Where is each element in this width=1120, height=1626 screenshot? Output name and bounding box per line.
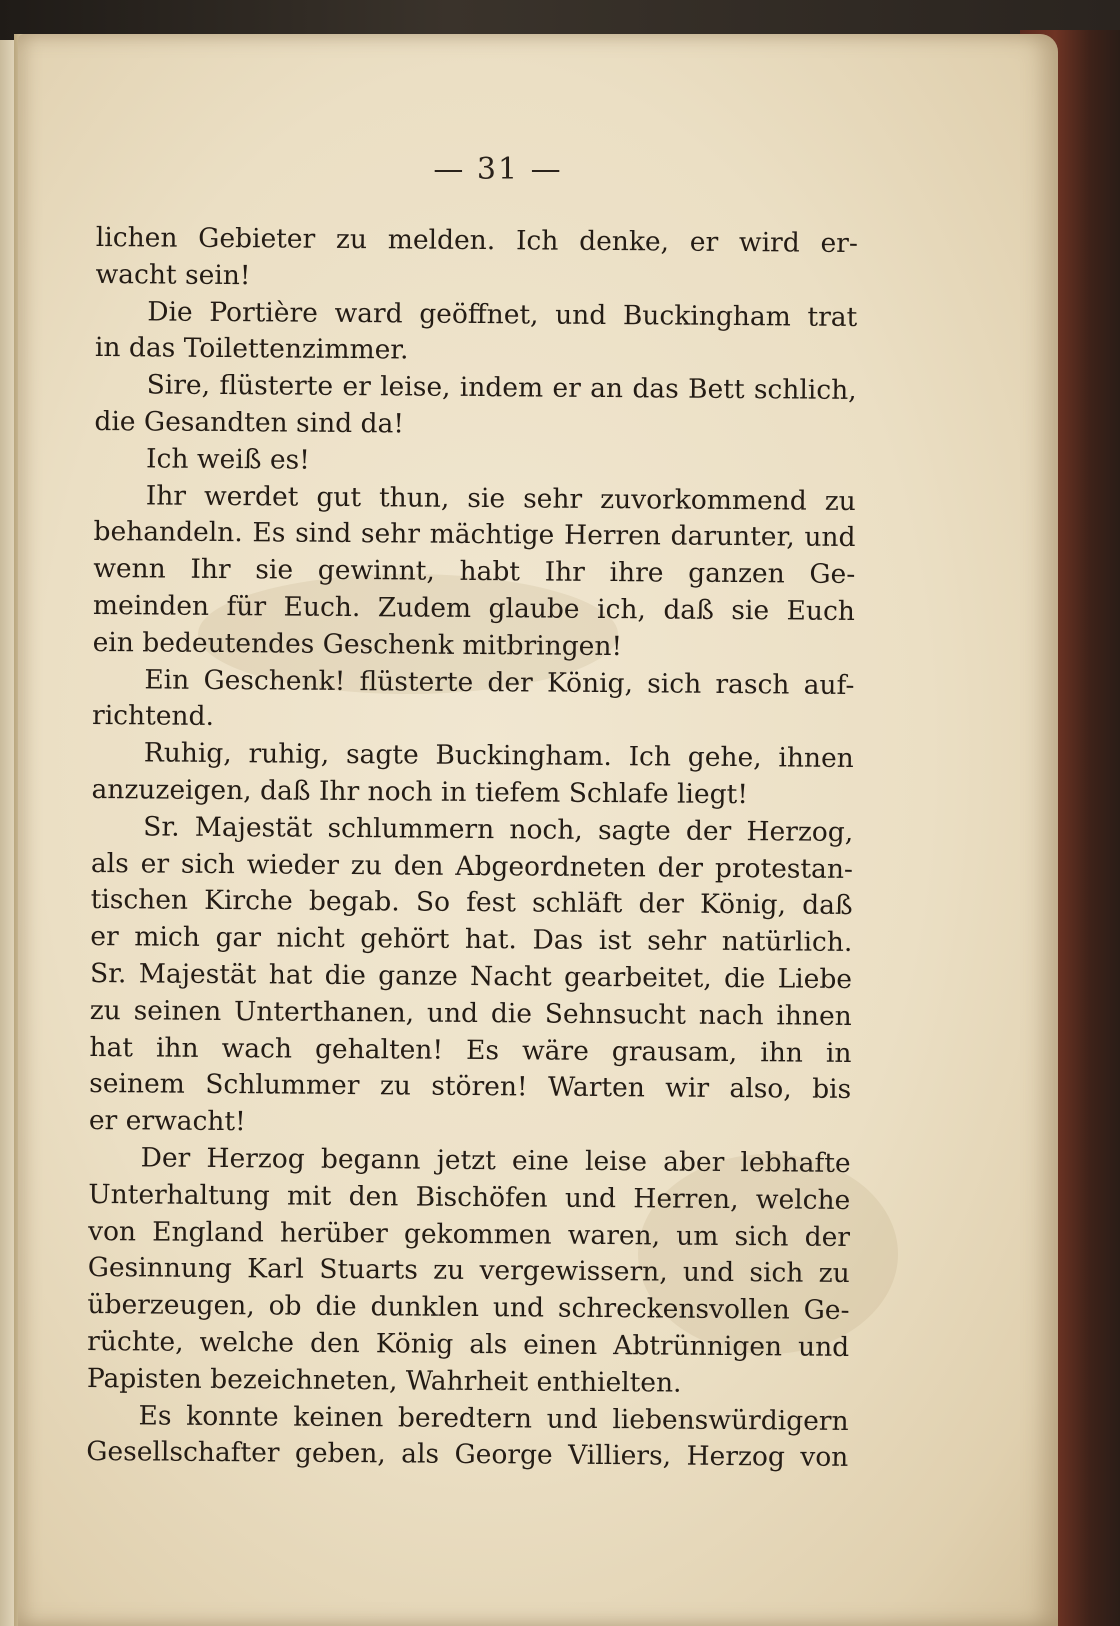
text-line: von England herüber gekommen waren, um sich der xyxy=(87,1215,851,1253)
text-line: in das Toilettenzimmer. xyxy=(94,332,409,366)
page-number: — 31 — xyxy=(433,152,563,187)
text-line: Gesellschafter geben, als George Villiers, Herzog von xyxy=(86,1436,849,1474)
text-line: Unterhaltung mit den Bischöfen und Herren, welche xyxy=(88,1178,851,1216)
text-line: als er sich wieder zu den Abgeordneten der protestan- xyxy=(90,847,854,885)
text-line: wenn Ihr sie gewinnt, habt Ihr ihre ganzen Ge- xyxy=(93,553,856,591)
body-text xyxy=(86,220,858,1477)
text-line: seinem Schlummer zu stören! Warten wir also, bis xyxy=(89,1068,852,1106)
text-line: er erwacht! xyxy=(88,1105,246,1138)
text-line: Sr. Majestät hat die ganze Nacht gearbeitet, die Liebe xyxy=(89,957,853,995)
text-line: Sire, flüsterte er leise, indem er an das Bett schlich, xyxy=(146,369,857,407)
text-line: tischen Kirche begab. So fest schläft der König, daß xyxy=(90,884,853,922)
text-line: wacht sein! xyxy=(95,258,251,292)
text-line: rüchte, welche den König als einen Abtrünnigen und xyxy=(87,1325,850,1363)
text-line: lichen Gebieter zu melden. Ich denke, er wird er- xyxy=(95,221,858,259)
text-line: richtend. xyxy=(91,700,215,733)
text-line: behandeln. Es sind sehr mächtige Herren darunter, und xyxy=(93,516,856,554)
text-line: Ruhig, ruhig, sagte Buckingham. Ich gehe, ihnen xyxy=(143,737,854,775)
text-line: Es konnte keinen beredtern und liebenswürdigern xyxy=(138,1399,849,1437)
text-line: hat ihn wach gehalten! Es wäre grausam, ihn in xyxy=(89,1031,852,1069)
text-line: Ich weiß es! xyxy=(146,443,310,476)
text-line: überzeugen, ob die dunklen und schreckensvollen Ge- xyxy=(87,1289,850,1327)
text-line: die Gesandten sind da! xyxy=(94,405,405,440)
text-line: er mich gar nicht gehört hat. Das ist sehr natürlich. xyxy=(90,921,853,959)
book-page xyxy=(18,34,1058,1626)
text-line: Sr. Majestät schlummern noch, sagte der Herzog, xyxy=(143,811,854,848)
text-line: ein bedeutendes Geschenk mitbringen! xyxy=(92,626,623,662)
text-line: meinden für Euch. Zudem glaube ich, daß sie Euch xyxy=(92,589,856,627)
text-line: anzuzeigen, daß Ihr noch in tiefem Schlafe liegt! xyxy=(91,773,749,811)
text-line: Ein Geschenk! flüsterte der König, sich rasch auf- xyxy=(144,663,855,701)
text-line: zu seinen Unterthanen, und die Sehnsucht nach ihnen xyxy=(89,994,852,1032)
text-line: Der Herzog begann jetzt eine leise aber lebhafte xyxy=(140,1142,851,1179)
text-line: Papisten bezeichneten, Wahrheit enthielten. xyxy=(86,1362,682,1399)
text-line: Die Portière ward geöffnet, und Buckingham trat xyxy=(147,295,858,333)
text-line: Gesinnung Karl Stuarts zu vergewissern, und sich zu xyxy=(87,1252,850,1290)
text-line: Ihr werdet gut thun, sie sehr zuvorkommend zu xyxy=(145,479,856,517)
